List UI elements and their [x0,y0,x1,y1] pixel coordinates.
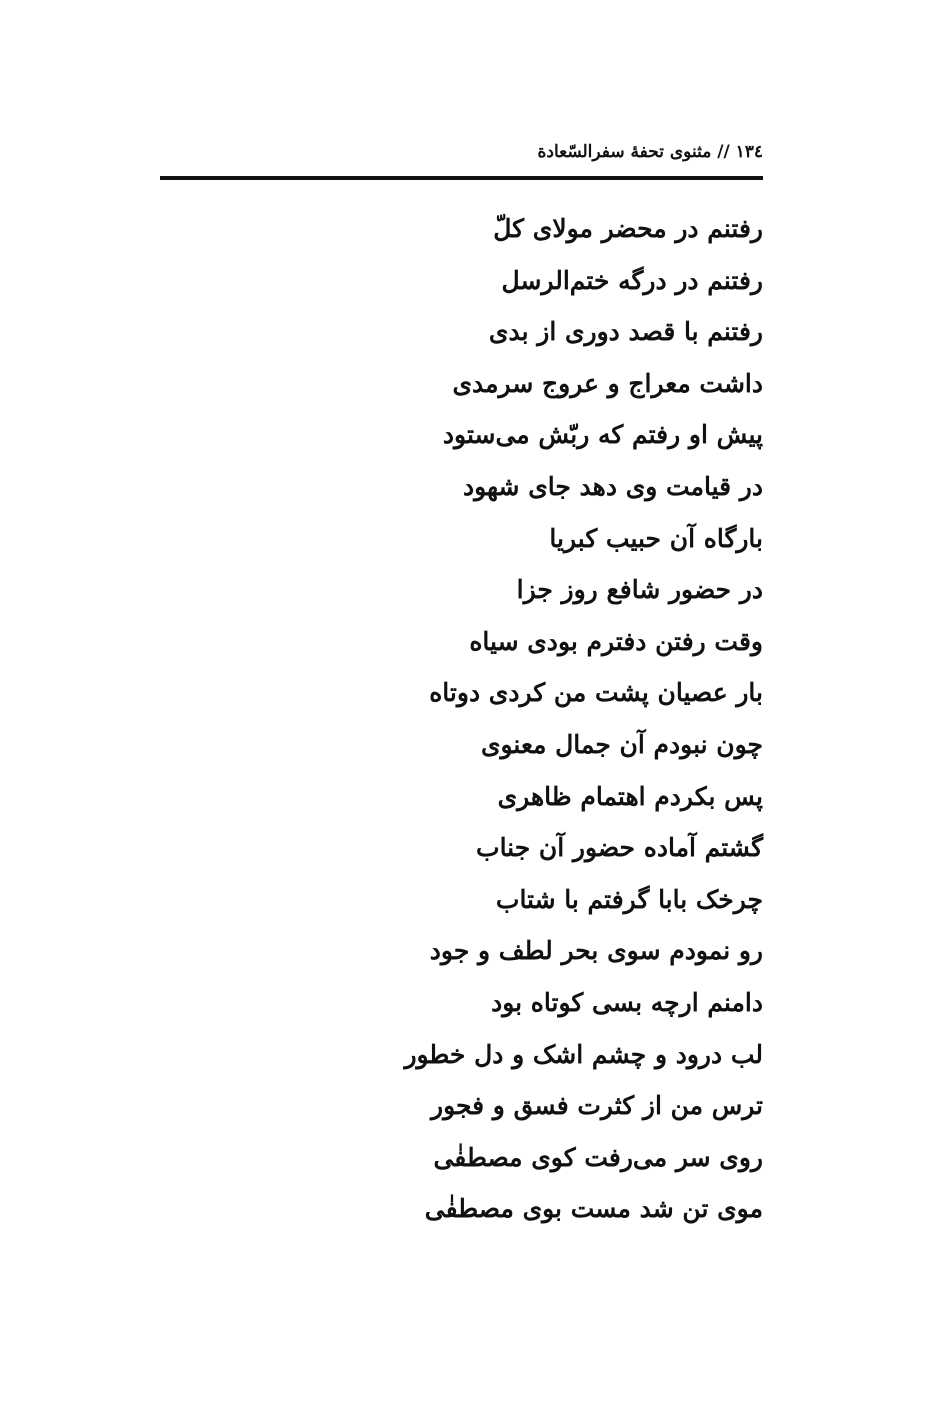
verse-line: رفتنم در محضر مولای کلّ [493,214,763,243]
verse-line: بارگاه آن حبیب کبریا [549,523,763,553]
verse-line: داشت معراج و عروج سرمدی [452,368,763,398]
header-rule [160,176,763,180]
verse-line: رفتنم با قصد دوری از بدی [488,317,763,347]
verse-line: در حضور شافع روز جزا [516,575,763,605]
verse-line: موی تن شد مست بوی مصطفٰی [424,1194,763,1224]
verse-line: روی سر می‌رفت کوی مصطفٰی [433,1142,763,1172]
verse-line: چون نبودم آن جمال معنوی [480,729,763,759]
verse-line: چرخک بابا گرفتم با شتاب [495,884,763,914]
verse-line: بار عصیان پشت من کردی دوتاه [429,678,763,708]
verse-line: ترس من از کثرت فسق و فجور [431,1091,763,1121]
verse-line: لب درود و چشم اشک و دل خطور [404,1039,763,1069]
verse-line: پیش او رفتم که ربّش می‌ستود [442,420,763,450]
verse-line: در قیامت وی دهد جای شهود [462,471,763,501]
verse-line: دامنم ارچه بسی کوتاه بود [491,987,763,1017]
poem-verses [163,206,763,1238]
verse-line: پس بکردم اهتمام ظاهری [497,781,763,811]
running-header: ١٣٤ // مثنوی تحفهٔ سفرالسّعادة [537,142,763,162]
verse-line: وقت رفتن دفترم بودی سیاه [469,626,763,656]
verse-line: رو نمودم سوی بحر لطف و جود [429,936,763,966]
verse-line: گشتم آماده حضور آن جناب [476,833,763,863]
verse-line: رفتنم در درگه ختم‌الرسل [501,265,763,295]
